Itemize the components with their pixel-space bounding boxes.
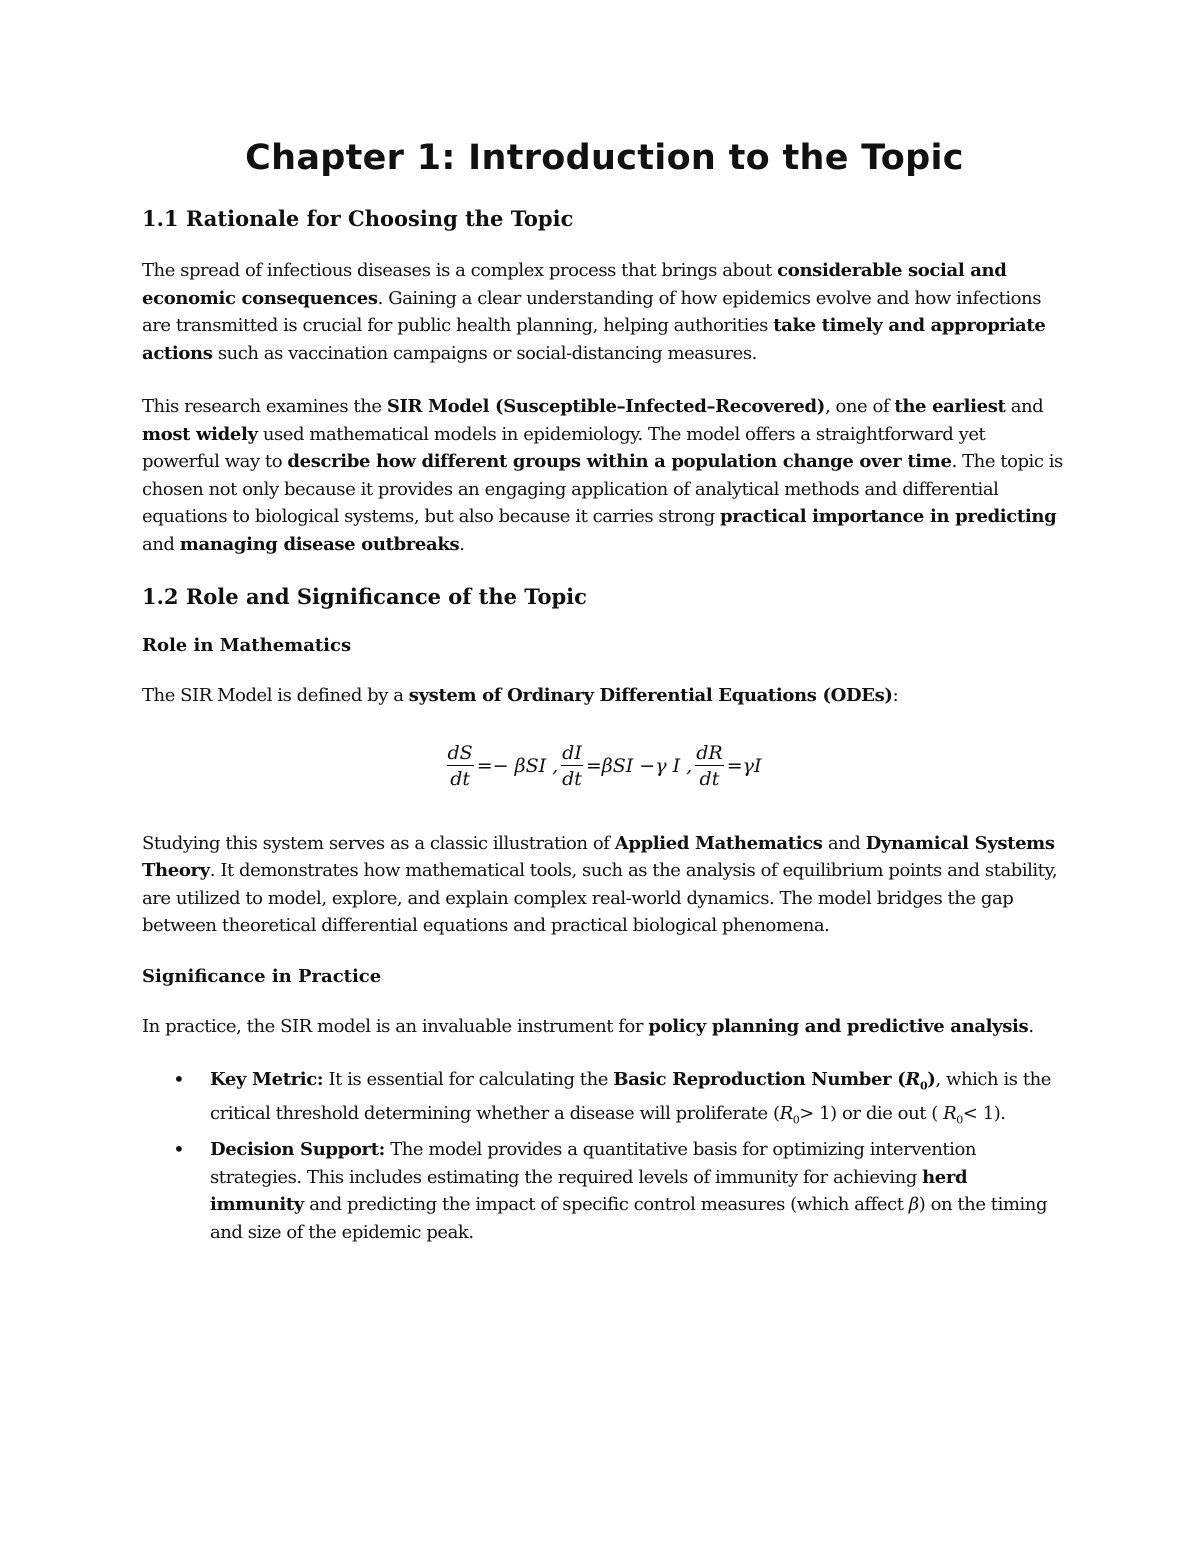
bold-span: most widely xyxy=(142,423,258,445)
r-subscript: 0 xyxy=(792,1113,800,1127)
document-page xyxy=(142,138,1067,1248)
text-span: This research examines the xyxy=(142,396,387,417)
text-span: and xyxy=(1005,396,1044,417)
bullet-label: Decision Support: xyxy=(210,1139,385,1161)
text-span: The spread of infectious diseases is a complex process that brings about xyxy=(142,260,778,281)
section-1-2-heading: 1.2 Role and Significance of the Topic xyxy=(142,584,587,609)
text-span: . The topic is chosen not only because it provides an engaging application of analytical methods and differential equations to biological systems, but also because it carries strong xyxy=(142,451,1063,527)
text-span: The SIR Model is defined by a xyxy=(142,685,409,706)
text-span: In practice, the SIR model is an invaluable instrument for xyxy=(142,1015,649,1037)
r0-symbol xyxy=(905,1069,928,1093)
fraction-numerator: dR xyxy=(696,741,723,764)
section-1-1-heading: 1.1 Rationale for Choosing the Topic xyxy=(142,206,574,231)
bullet-decision-support xyxy=(210,1136,1067,1246)
beta-symbol: β xyxy=(908,1194,919,1216)
text-span: used mathematical models in epidemiology. The model offers a straightforward yet powerful way to xyxy=(142,423,986,472)
fraction-dr-dt xyxy=(695,742,723,790)
equation-rhs-3: =γI xyxy=(726,754,762,777)
bold-span: system of Ordinary Differential Equations (ODEs) xyxy=(408,685,893,706)
fraction-ds-dt xyxy=(447,742,474,790)
fraction-numerator: dI xyxy=(562,741,582,764)
rationale-paragraph-1 xyxy=(142,257,1067,367)
bullet-key-metric xyxy=(210,1066,1067,1134)
fraction-numerator: dS xyxy=(447,741,473,764)
fraction-denominator: dt xyxy=(699,767,720,790)
rationale-paragraph-2 xyxy=(142,393,1067,558)
bold-span: Dynamical Systems Theory xyxy=(142,832,1055,881)
text-span: , one of xyxy=(824,396,895,417)
text-span: ) on the timing and size of the epidemic peak. xyxy=(210,1194,1048,1243)
sir-equation xyxy=(142,736,1067,796)
text-span: . xyxy=(459,533,465,555)
r-symbol: R xyxy=(779,1103,793,1125)
bold-span: herd immunity xyxy=(210,1166,968,1216)
text-span: It is essential for calculating the xyxy=(323,1069,614,1090)
bold-span: managing disease outbreaks xyxy=(179,533,460,555)
bold-span: considerable social and economic consequences xyxy=(142,260,1007,309)
applied-math-paragraph xyxy=(142,830,1067,940)
bold-span: Applied Mathematics xyxy=(614,832,823,854)
bold-span: SIR Model (Susceptible–Infected–Recovered) xyxy=(386,396,825,417)
bold-span: take timely and appropriate actions xyxy=(142,315,1046,364)
significance-in-practice-heading: Significance in Practice xyxy=(142,965,382,987)
r-subscript: 0 xyxy=(919,1079,928,1093)
text-span: and xyxy=(822,832,866,854)
significance-bullet-list xyxy=(142,1066,1067,1246)
text-span: Studying this system serves as a classic illustration of xyxy=(142,832,615,854)
r-subscript: 0 xyxy=(956,1113,963,1127)
text-span: and xyxy=(142,533,180,555)
r-symbol: R xyxy=(943,1103,957,1125)
r-symbol: R xyxy=(905,1069,920,1090)
fraction-denominator: dt xyxy=(562,767,582,790)
text-span: such as vaccination campaigns or social-distancing measures. xyxy=(212,342,757,364)
r0-symbol xyxy=(779,1103,800,1127)
bold-span: Basic Reproduction Number ( xyxy=(613,1069,906,1090)
bold-span: practical importance in predicting xyxy=(720,506,1057,527)
fraction-di-dt xyxy=(561,742,583,790)
bullet-label: Key Metric: xyxy=(210,1069,324,1090)
text-span: . It demonstrates how mathematical tools, such as the analysis of equilibrium points and stability, are utilized to model, explore, and explain complex real-world dynamics. The model bridges the gap between theoretical differential equations and practical biological phenomena. xyxy=(142,860,1058,936)
text-span: < 1). xyxy=(962,1103,1006,1125)
text-span: and predicting the impact of specific control measures (which affect xyxy=(303,1194,909,1216)
equation-rhs-2: =βSI −γ I , xyxy=(585,754,693,777)
text-span: The model provides a quantitative basis for optimizing intervention strategies. This includes estimating the required levels of immunity for achieving xyxy=(210,1139,976,1188)
bold-span: describe how different groups within a population change over time xyxy=(287,451,952,472)
chapter-title: Chapter 1: Introduction to the Topic xyxy=(245,138,964,178)
text-span: > 1) or die out ( xyxy=(799,1103,944,1125)
text-span: . Gaining a clear understanding of how epidemics evolve and how infections are transmitted is crucial for public health planning, helping authorities xyxy=(142,287,1041,336)
text-span: : xyxy=(892,685,899,706)
practice-paragraph xyxy=(142,1013,1067,1041)
text-span: , which is the critical threshold determining whether a disease will proliferate ( xyxy=(210,1069,1051,1125)
bold-span: ) xyxy=(927,1069,936,1090)
r0-symbol xyxy=(943,1103,963,1127)
text-span: . xyxy=(1028,1015,1034,1037)
role-in-mathematics-heading: Role in Mathematics xyxy=(142,635,352,656)
bold-span: policy planning and predictive analysis xyxy=(648,1015,1029,1037)
ode-intro-paragraph xyxy=(142,682,1067,710)
fraction-denominator: dt xyxy=(450,767,471,790)
equation-rhs-1: =− βSI , xyxy=(476,754,559,777)
bold-span: the earliest xyxy=(894,396,1006,417)
